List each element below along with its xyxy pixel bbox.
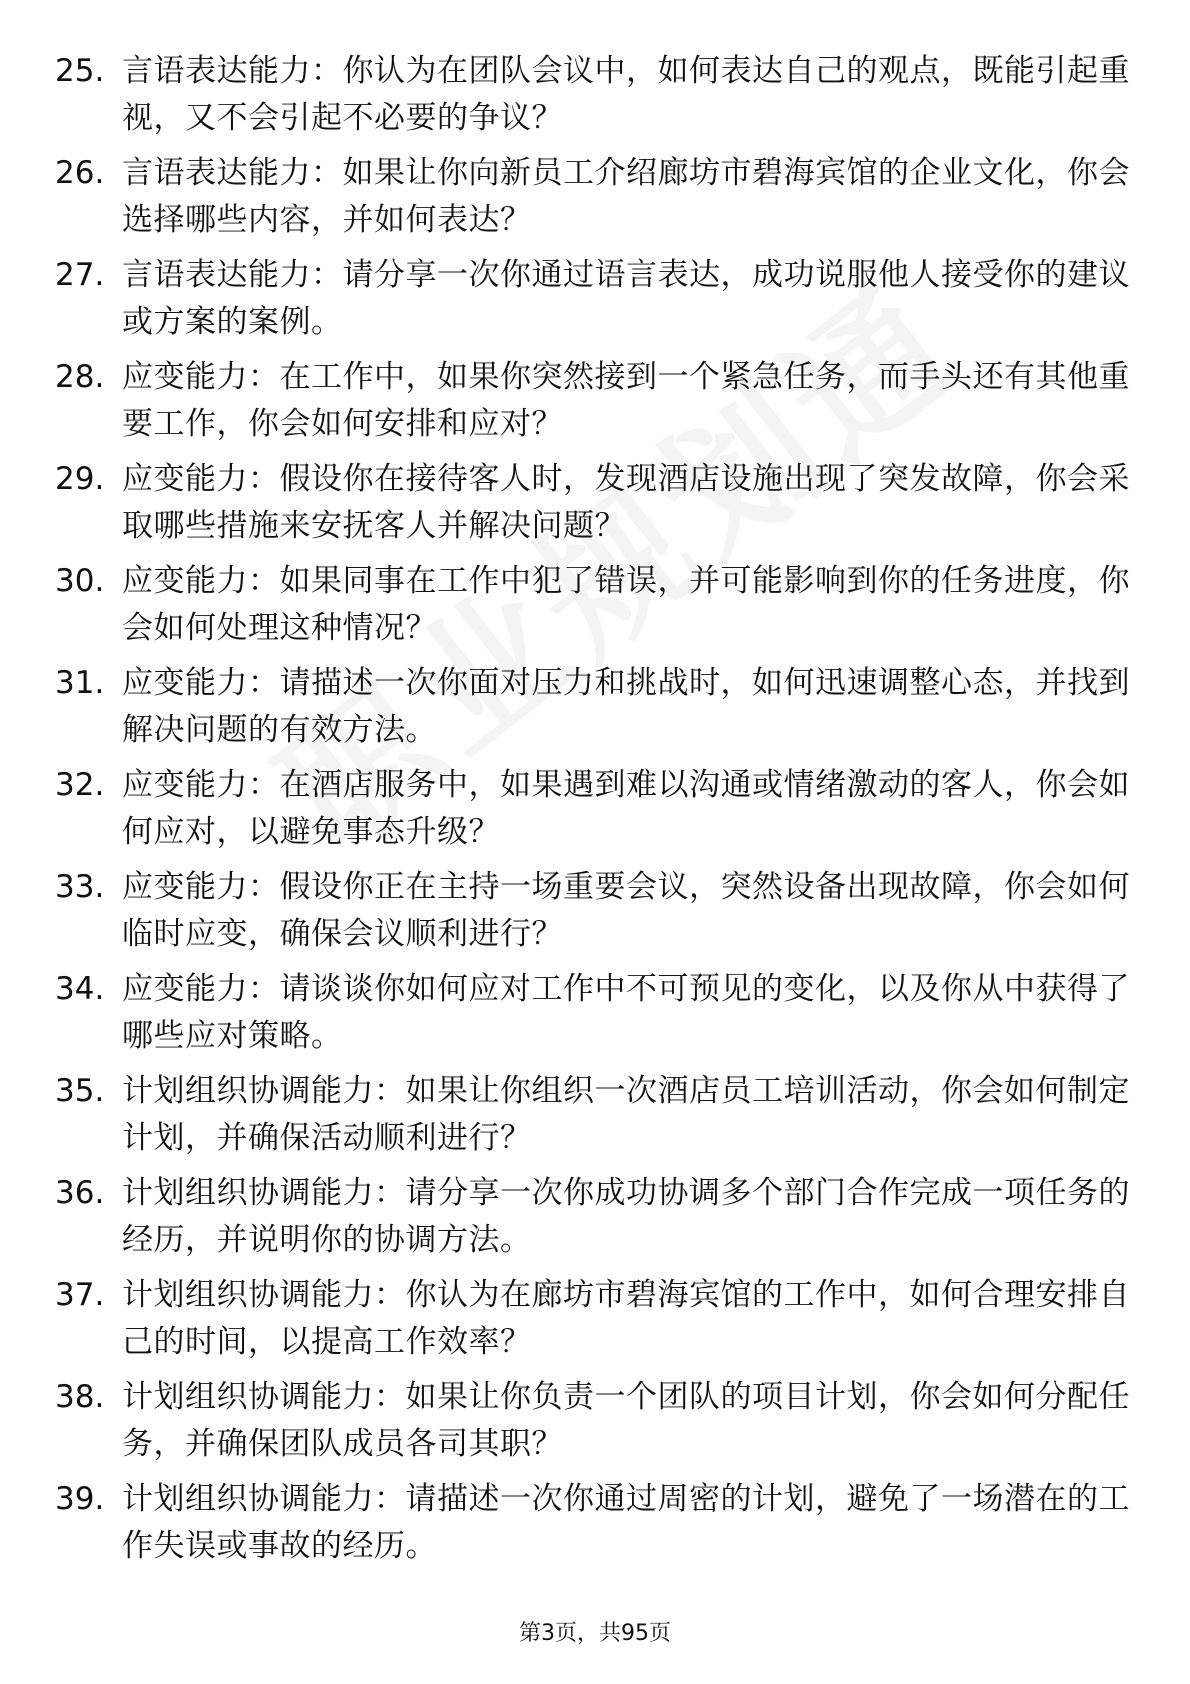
question-item bbox=[0, 1272, 1190, 1374]
question-number: 27. bbox=[55, 257, 105, 293]
question-text: 言语表达能力：请分享一次你通过语言表达，成功说服他人接受你的建议或方案的案例。 bbox=[122, 257, 1130, 340]
question-text: 应变能力：假设你正在主持一场重要会议，突然设备出现故障，你会如何临时应变，确保会议顺利进行？ bbox=[122, 869, 1130, 952]
question-item bbox=[0, 354, 1190, 456]
question-text: 言语表达能力：你认为在团队会议中，如何表达自己的观点，既能引起重视，又不会引起不必要的争议？ bbox=[122, 53, 1130, 136]
question-number: 33. bbox=[55, 869, 105, 905]
question-text: 计划组织协调能力：如果让你负责一个团队的项目计划，你会如何分配任务，并确保团队成员各司其职？ bbox=[122, 1379, 1130, 1462]
question-item bbox=[0, 660, 1190, 762]
question-item bbox=[0, 864, 1190, 966]
question-item bbox=[0, 1374, 1190, 1476]
question-item bbox=[0, 252, 1190, 354]
question-item bbox=[0, 1068, 1190, 1170]
question-item bbox=[0, 558, 1190, 660]
question-text: 应变能力：假设你在接待客人时，发现酒店设施出现了突发故障，你会采取哪些措施来安抚客人并解决问题？ bbox=[122, 461, 1130, 544]
question-number: 39. bbox=[55, 1481, 105, 1517]
question-number: 26. bbox=[55, 155, 105, 191]
question-number: 34. bbox=[55, 971, 105, 1007]
question-number: 31. bbox=[55, 665, 105, 701]
question-item bbox=[0, 1170, 1190, 1272]
question-text: 计划组织协调能力：请分享一次你成功协调多个部门合作完成一项任务的经历，并说明你的协调方法。 bbox=[122, 1175, 1130, 1258]
question-text: 应变能力：如果同事在工作中犯了错误，并可能影响到你的任务进度，你会如何处理这种情况？ bbox=[122, 563, 1130, 646]
question-number: 28. bbox=[55, 359, 105, 395]
question-item bbox=[0, 966, 1190, 1068]
question-item bbox=[0, 1476, 1190, 1578]
question-text: 应变能力：在酒店服务中，如果遇到难以沟通或情绪激动的客人，你会如何应对，以避免事态升级？ bbox=[122, 767, 1130, 850]
question-list bbox=[0, 48, 1190, 1578]
question-text: 计划组织协调能力：请描述一次你通过周密的计划，避免了一场潜在的工作失误或事故的经历。 bbox=[122, 1481, 1130, 1564]
question-text: 应变能力：在工作中，如果你突然接到一个紧急任务，而手头还有其他重要工作，你会如何安排和应对？ bbox=[122, 359, 1130, 442]
question-number: 38. bbox=[55, 1379, 105, 1415]
question-number: 30. bbox=[55, 563, 105, 599]
question-text: 计划组织协调能力：如果让你组织一次酒店员工培训活动，你会如何制定计划，并确保活动顺利进行？ bbox=[122, 1073, 1130, 1156]
page-footer: 第3页，共95页 bbox=[519, 1621, 671, 1646]
question-number: 35. bbox=[55, 1073, 105, 1109]
question-number: 32. bbox=[55, 767, 105, 803]
question-number: 25. bbox=[55, 53, 105, 89]
question-number: 37. bbox=[55, 1277, 105, 1313]
question-text: 言语表达能力：如果让你向新员工介绍廊坊市碧海宾馆的企业文化，你会选择哪些内容，并如何表达？ bbox=[122, 155, 1130, 238]
question-item bbox=[0, 762, 1190, 864]
question-text: 计划组织协调能力：你认为在廊坊市碧海宾馆的工作中，如何合理安排自己的时间，以提高工作效率？ bbox=[122, 1277, 1130, 1360]
question-text: 应变能力：请谈谈你如何应对工作中不可预见的变化，以及你从中获得了哪些应对策略。 bbox=[122, 971, 1130, 1054]
question-item bbox=[0, 48, 1190, 150]
question-item bbox=[0, 456, 1190, 558]
question-number: 29. bbox=[55, 461, 105, 497]
question-number: 36. bbox=[55, 1175, 105, 1211]
question-text: 应变能力：请描述一次你面对压力和挑战时，如何迅速调整心态，并找到解决问题的有效方法。 bbox=[122, 665, 1130, 748]
question-item bbox=[0, 150, 1190, 252]
